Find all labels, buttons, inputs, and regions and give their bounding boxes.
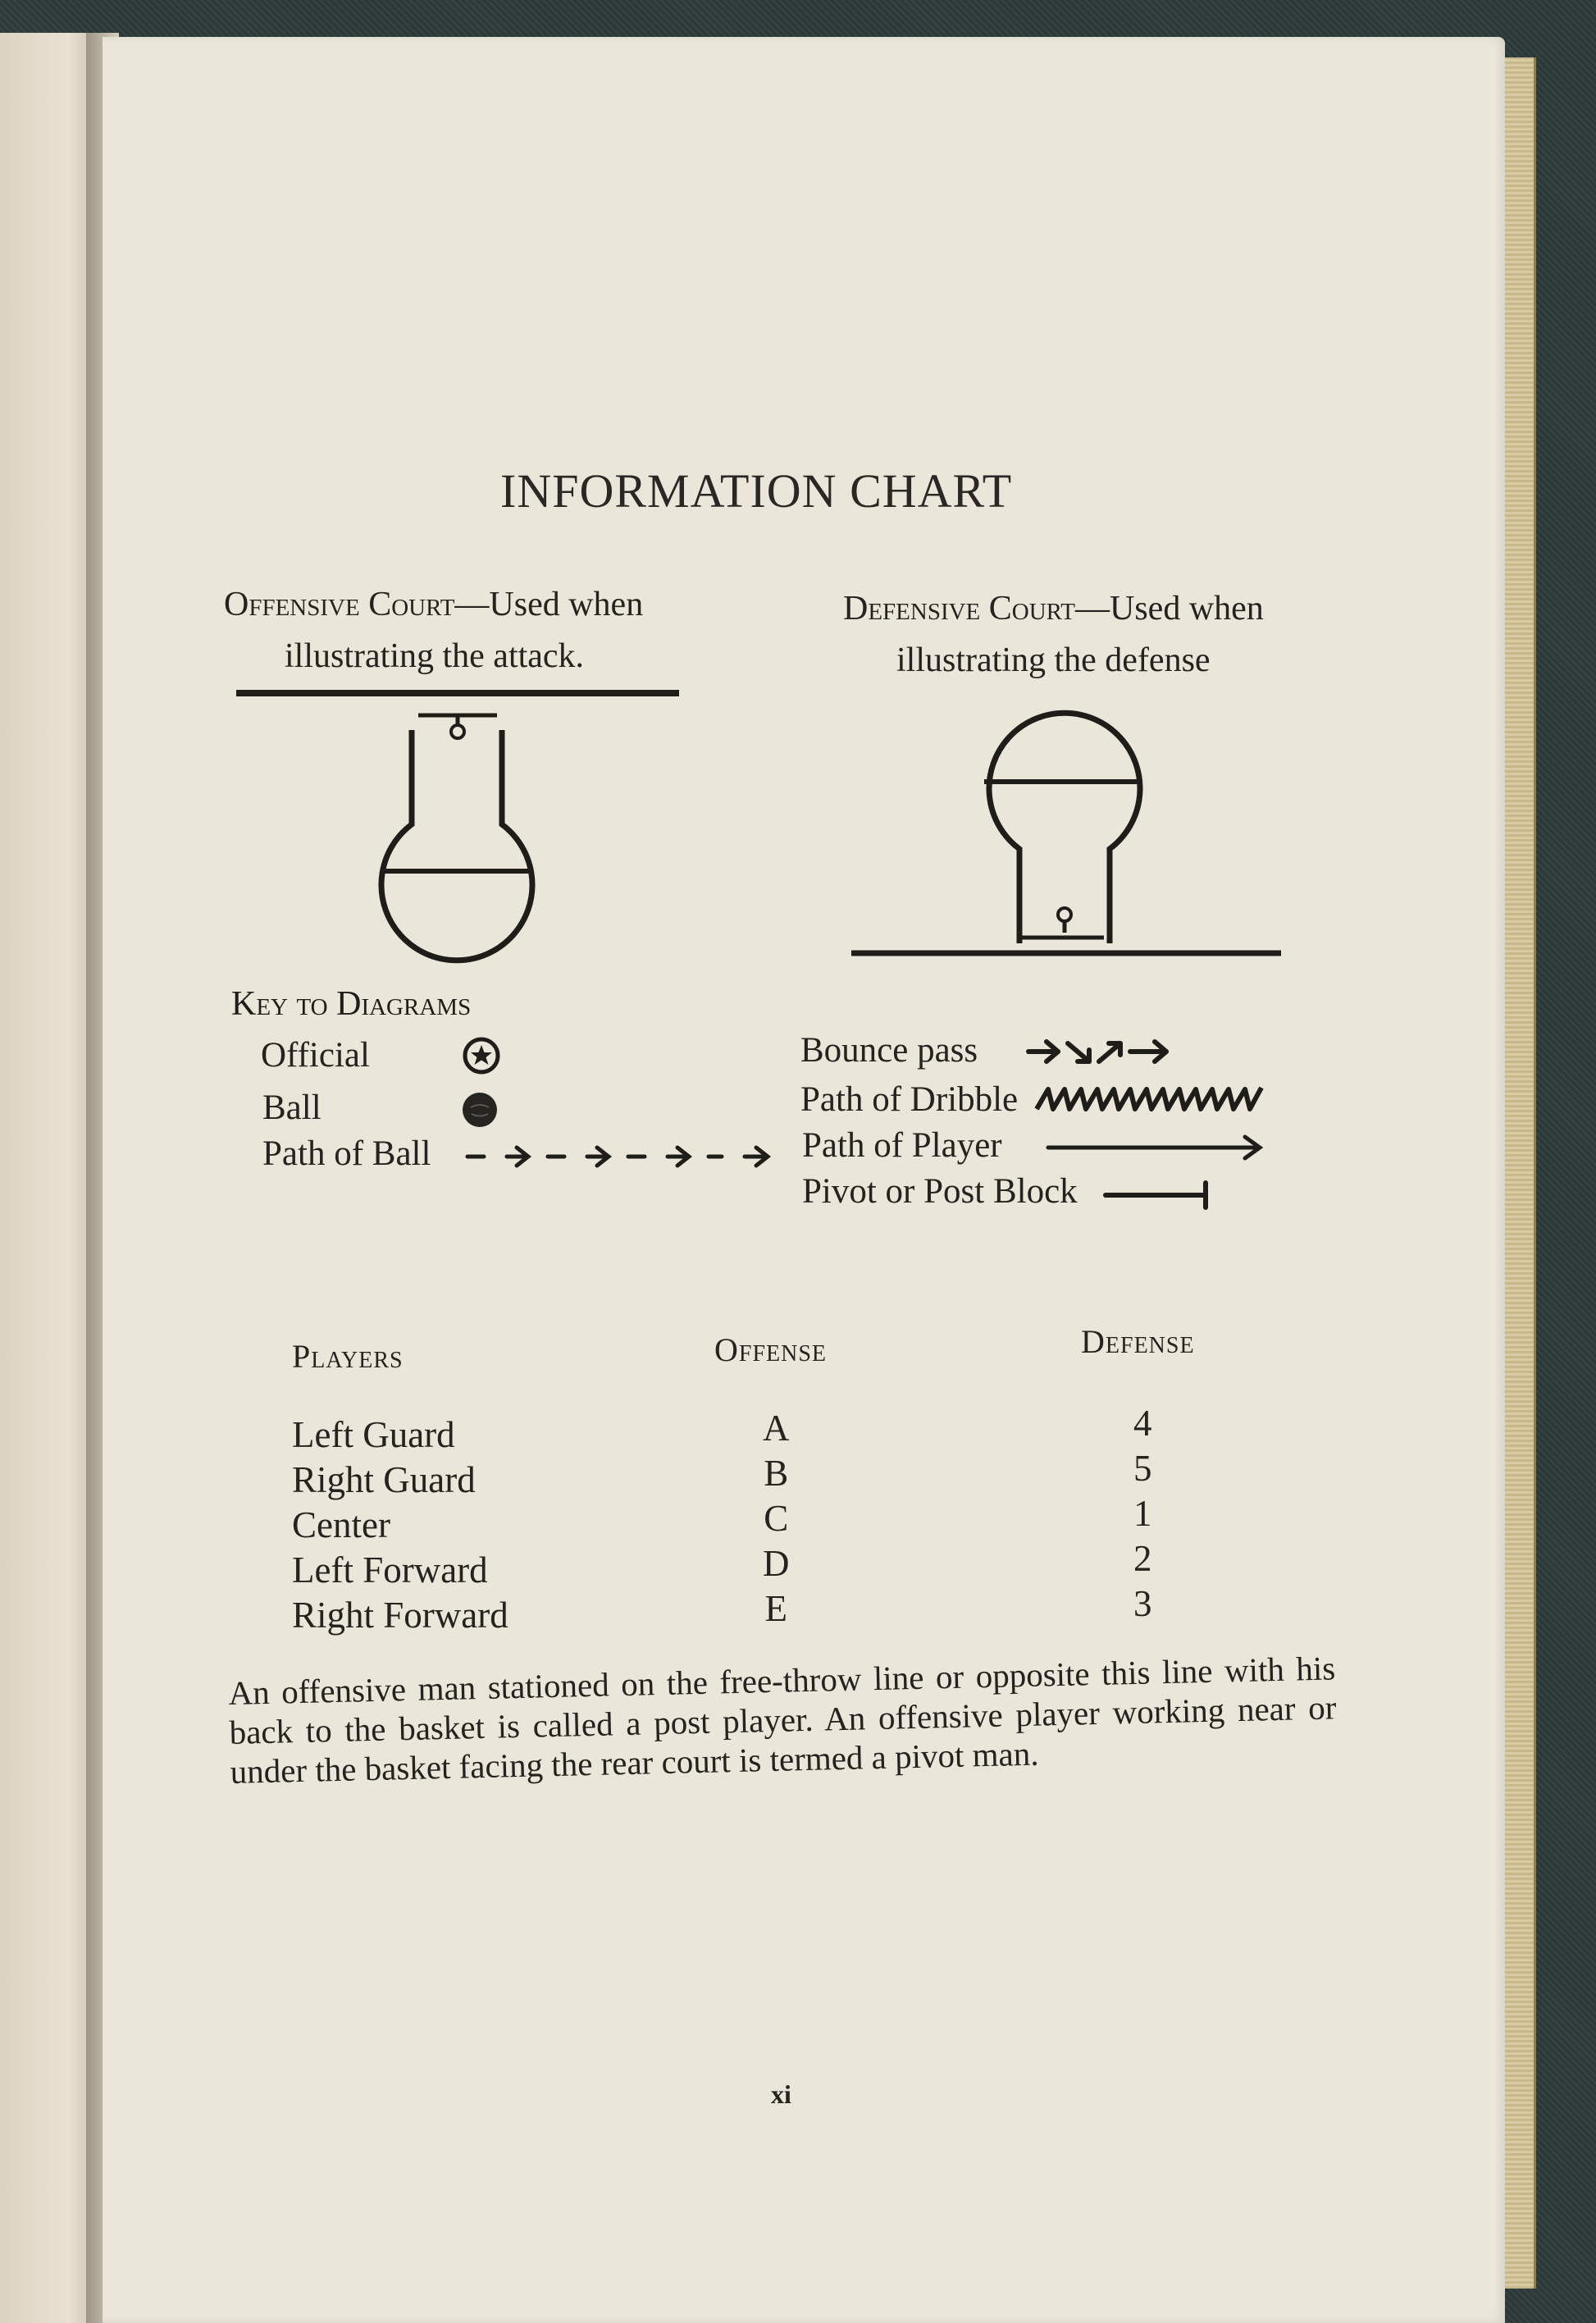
table-cell-offense: A — [763, 1408, 790, 1449]
offensive-court-caption — [224, 578, 643, 631]
table-cell-defense: 3 — [1133, 1583, 1152, 1624]
offensive-court-caption-line2: illustrating the attack. — [285, 637, 585, 675]
table-cell-defense: 4 — [1133, 1403, 1152, 1444]
page-stack-edge — [1503, 57, 1536, 2289]
defense-column — [1133, 1401, 1152, 1627]
table-row-player: Right Forward — [292, 1595, 508, 1636]
dashed-arrow-line-icon — [466, 1136, 777, 1177]
table-cell-offense: B — [764, 1453, 789, 1494]
defensive-court-label: Defensive Court — [843, 590, 1075, 628]
defensive-court-caption-line2: illustrating the defense — [896, 641, 1211, 679]
offensive-court-label: Offensive Court — [224, 586, 455, 623]
table-cell-defense: 5 — [1133, 1448, 1152, 1489]
key-heading: Key to Diagrams — [231, 985, 472, 1023]
offensive-court-caption-rest: —Used when — [454, 586, 644, 623]
table-row-player: Center — [292, 1504, 390, 1545]
defensive-court-caption-rest: —Used when — [1075, 590, 1264, 628]
players-column — [292, 1413, 508, 1638]
defensive-court-caption — [843, 582, 1264, 635]
defensive-court-diagram — [845, 701, 1304, 964]
key-item-ball-label: Ball — [262, 1088, 321, 1127]
table-row-player: Left Guard — [292, 1414, 455, 1455]
table-cell-offense: D — [763, 1543, 790, 1584]
key-item-path-of-player-label: Path of Player — [802, 1126, 1002, 1165]
star-in-circle-icon — [461, 1035, 502, 1076]
offensive-court-diagram — [230, 681, 689, 960]
table-row-player: Right Guard — [292, 1459, 476, 1500]
table-cell-defense: 2 — [1133, 1538, 1152, 1579]
body-paragraph: An offensive man stationed on the free-throw line or opposite this line with his back to the basket is called a post player. An offensive player working near or under the basket facing the rear court is termed a pivot man. — [228, 1649, 1337, 1791]
table-cell-offense: E — [764, 1588, 787, 1629]
key-item-pivot-post-block-label: Pivot or Post Block — [802, 1172, 1078, 1211]
key-item-path-of-ball-label: Path of Ball — [262, 1134, 431, 1173]
table-cell-defense: 1 — [1133, 1493, 1152, 1534]
line-with-end-bar-icon — [1104, 1175, 1211, 1216]
left-page-edge — [0, 33, 98, 2323]
defensive-basket — [1058, 908, 1071, 921]
defense-column-header: Defense — [1081, 1323, 1195, 1360]
key-item-path-of-dribble-label: Path of Dribble — [800, 1080, 1019, 1119]
page-title: INFORMATION CHART — [500, 464, 1013, 518]
zigzag-arrows-icon — [1025, 1032, 1173, 1073]
offense-column-header: Offense — [714, 1331, 828, 1368]
offensive-free-throw-lane — [381, 730, 532, 961]
page-number: xi — [771, 2079, 791, 2109]
wavy-line-icon — [1035, 1081, 1265, 1122]
table-cell-offense: C — [764, 1498, 789, 1539]
filled-ball-icon — [461, 1091, 502, 1132]
key-item-official-label: Official — [261, 1036, 370, 1075]
offense-column — [763, 1406, 790, 1632]
players-column-header: Players — [292, 1338, 404, 1375]
key-item-bounce-pass-label: Bounce pass — [800, 1031, 978, 1070]
table-row-player: Left Forward — [292, 1549, 488, 1591]
offensive-basket — [451, 725, 464, 738]
solid-arrow-line-icon — [1047, 1127, 1268, 1168]
